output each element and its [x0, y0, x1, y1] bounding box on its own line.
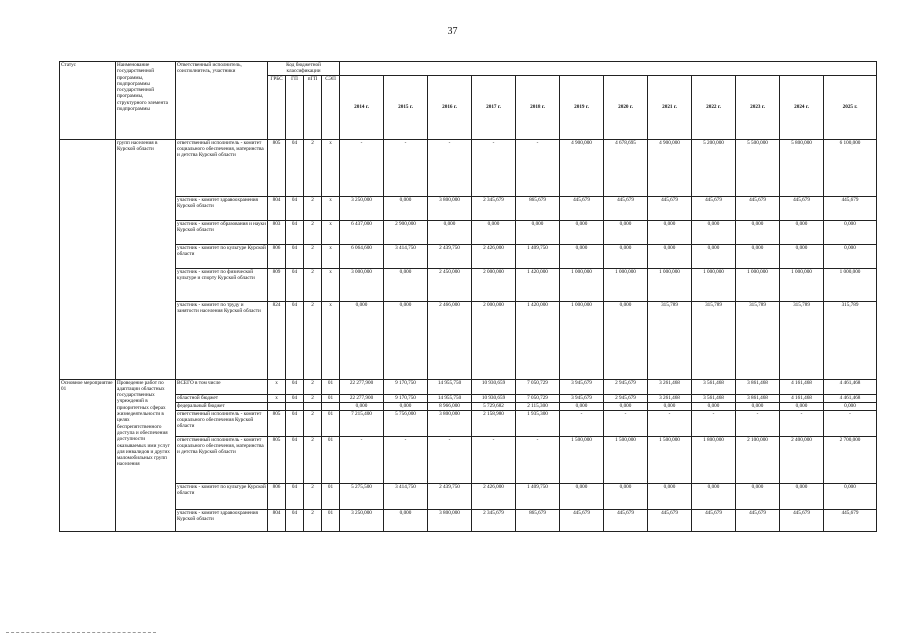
row-value: 2 345,679 — [472, 509, 516, 531]
row-value: 8 966,000 — [428, 402, 472, 410]
row-code: 04 — [286, 410, 304, 436]
row-value: 315,789 — [736, 301, 780, 379]
table-row — [60, 301, 877, 379]
header-code-0: ГРБС — [268, 75, 286, 139]
row-value: 1 000,000 — [736, 268, 780, 301]
row-value: - — [384, 436, 428, 483]
row-executor: ВСЕГО в том числе — [176, 379, 268, 394]
row-code: 04 — [286, 509, 304, 531]
row-code — [268, 402, 286, 410]
row-code: 804 — [268, 509, 286, 531]
row-value: 445,679 — [648, 509, 692, 531]
row-value: 0,000 — [648, 402, 692, 410]
row-value: - — [560, 410, 604, 436]
row-value: 315,789 — [692, 301, 736, 379]
row-value: 445,679 — [780, 196, 824, 220]
table-row — [60, 509, 877, 531]
row-value: 0,000 — [648, 244, 692, 268]
row-value: 3 561,468 — [692, 394, 736, 402]
page-number: 37 — [447, 26, 458, 37]
row-executor: федеральный бюджет — [176, 402, 268, 410]
row-value: 4 161,468 — [780, 379, 824, 394]
row-value: 1 420,000 — [516, 301, 560, 379]
table-row — [60, 196, 877, 220]
row-value: 0,000 — [340, 301, 384, 379]
row-value: 0,000 — [824, 483, 877, 509]
row-value: 2 426,000 — [472, 483, 516, 509]
row-code: х — [322, 220, 340, 244]
header-year-4: 2018 г. — [516, 75, 560, 139]
row-code: х — [322, 268, 340, 301]
row-code: 2 — [304, 410, 322, 436]
row-code: 01 — [322, 483, 340, 509]
row-value: 0,000 — [692, 244, 736, 268]
row-value: - — [384, 139, 428, 196]
row-value: 0,000 — [560, 244, 604, 268]
row-value: 2 439,750 — [428, 483, 472, 509]
row-code: 803 — [268, 220, 286, 244]
block2-name: Проведение работ по адаптации областных государственных учреждений в приоритетных сферах жизнедеятельности в целях беспрепятственного доступа и обеспечения доступности оказываемых ими услуг для инвалидов и других маломобильных групп населения — [116, 379, 176, 531]
row-value: 2 450,000 — [428, 268, 472, 301]
row-value: 3 861,468 — [736, 379, 780, 394]
row-value: 4 461,468 — [824, 394, 877, 402]
header-year-11: 2025 г. — [824, 75, 877, 139]
header-years-group — [340, 62, 877, 76]
row-value: 4 161,468 — [780, 394, 824, 402]
row-code: 04 — [286, 196, 304, 220]
row-value: - — [340, 139, 384, 196]
row-value: 0,000 — [472, 220, 516, 244]
row-value: - — [516, 436, 560, 483]
header-year-1: 2015 г. — [384, 75, 428, 139]
block2-body — [60, 379, 877, 531]
row-code: х — [322, 301, 340, 379]
row-value: 7 050,729 — [516, 394, 560, 402]
row-value: 0,000 — [736, 483, 780, 509]
row-value: - — [692, 410, 736, 436]
row-value: 2 945,679 — [604, 394, 648, 402]
row-value: 445,679 — [692, 196, 736, 220]
row-value: 14 955,750 — [428, 394, 472, 402]
row-code: 01 — [322, 509, 340, 531]
row-code: 824 — [268, 301, 286, 379]
row-value: 0,000 — [824, 220, 877, 244]
row-value: 7 050,729 — [516, 379, 560, 394]
block1-status — [60, 139, 116, 379]
row-value: 2 426,000 — [472, 244, 516, 268]
row-value: 1 000,000 — [560, 301, 604, 379]
header-year-2: 2016 г. — [428, 75, 472, 139]
row-code: 806 — [268, 244, 286, 268]
table-row — [60, 436, 877, 483]
row-value: 2 439,750 — [428, 244, 472, 268]
table-row — [60, 220, 877, 244]
header-budget-code: Код бюджетной классификации — [268, 62, 340, 76]
row-value: 0,000 — [340, 402, 384, 410]
row-value: 0,000 — [604, 220, 648, 244]
row-value: 1 000,000 — [604, 268, 648, 301]
row-value: 445,679 — [560, 509, 604, 531]
row-code — [304, 402, 322, 410]
header-year-5: 2019 г. — [560, 75, 604, 139]
row-code: 2 — [304, 139, 322, 196]
row-code: 806 — [268, 483, 286, 509]
row-value: 0,000 — [824, 244, 877, 268]
row-executor: областной бюджет — [176, 394, 268, 402]
row-value: 445,679 — [604, 196, 648, 220]
row-executor: участник - комитет по культуре Курской области — [176, 483, 268, 509]
row-value: 4 900,000 — [648, 139, 692, 196]
row-value: 0,000 — [692, 483, 736, 509]
row-value: 2 100,000 — [736, 436, 780, 483]
row-value: 0,000 — [780, 244, 824, 268]
row-code — [322, 402, 340, 410]
row-value: 315,789 — [824, 301, 877, 379]
row-executor: участник - комитет по труду и занятости населения Курской области — [176, 301, 268, 379]
row-value: 5 729,682 — [472, 402, 516, 410]
row-value: 1 935,300 — [516, 410, 560, 436]
row-value: 3 561,468 — [692, 379, 736, 394]
row-value: 1 500,000 — [648, 436, 692, 483]
row-value: 2 400,000 — [780, 436, 824, 483]
row-code: х — [322, 196, 340, 220]
row-value: 0,000 — [604, 244, 648, 268]
row-value: 0,000 — [824, 402, 877, 410]
row-value: 5 500,000 — [736, 139, 780, 196]
row-value: 445,679 — [648, 196, 692, 220]
table-row — [60, 244, 877, 268]
row-code: х — [322, 244, 340, 268]
row-value: 2 945,679 — [604, 379, 648, 394]
row-value: 0,000 — [384, 268, 428, 301]
row-value: 2 158,980 — [472, 410, 516, 436]
row-value: 6 437,000 — [340, 220, 384, 244]
row-value: 2 000,000 — [472, 301, 516, 379]
table-row — [60, 402, 877, 410]
header-code-3: СЭП — [322, 75, 340, 139]
row-value: 5 275,500 — [340, 483, 384, 509]
row-code: 2 — [304, 483, 322, 509]
row-value: 0,000 — [648, 220, 692, 244]
row-value: 445,679 — [736, 509, 780, 531]
row-value: 0,000 — [780, 220, 824, 244]
row-value: 2 115,300 — [516, 402, 560, 410]
row-value: 0,000 — [780, 402, 824, 410]
row-code: 2 — [304, 379, 322, 394]
row-value: 1 000,000 — [648, 268, 692, 301]
row-code: 805 — [268, 410, 286, 436]
row-code: 01 — [322, 394, 340, 402]
header-year-6: 2020 г. — [604, 75, 648, 139]
row-value: 1 000,000 — [824, 268, 877, 301]
row-value: 10 930,659 — [472, 379, 516, 394]
row-code: 2 — [304, 509, 322, 531]
table-row — [60, 139, 877, 196]
table-row — [60, 379, 877, 394]
row-value: 1 000,000 — [780, 268, 824, 301]
row-value: 2 466,000 — [428, 301, 472, 379]
row-value: 3 414,750 — [384, 244, 428, 268]
row-value: 10 930,659 — [472, 394, 516, 402]
row-value: 1 800,000 — [692, 436, 736, 483]
row-value: 445,679 — [692, 509, 736, 531]
row-executor: ответственный исполнитель - комитет социального обеспечения Курской области — [176, 410, 268, 436]
row-value: - — [604, 410, 648, 436]
row-value: 9 170,750 — [384, 379, 428, 394]
row-value: - — [824, 410, 877, 436]
row-value: - — [472, 436, 516, 483]
row-code: 01 — [322, 436, 340, 483]
row-value: 3 800,000 — [428, 410, 472, 436]
row-value: 22 277,900 — [340, 394, 384, 402]
row-value: 4 900,000 — [560, 139, 604, 196]
row-value: 865,679 — [516, 509, 560, 531]
row-value: 0,000 — [604, 483, 648, 509]
header-year-9: 2023 г. — [736, 75, 780, 139]
table-row — [60, 410, 877, 436]
row-code: 01 — [322, 410, 340, 436]
row-value: 2 700,000 — [824, 436, 877, 483]
row-value: 0,000 — [692, 402, 736, 410]
row-executor: участник - комитет здравоохранения Курской области — [176, 509, 268, 531]
row-code: 804 — [268, 196, 286, 220]
row-value: 6 100,000 — [824, 139, 877, 196]
row-value: 0,000 — [604, 402, 648, 410]
row-value: 0,000 — [560, 483, 604, 509]
row-value: 5 200,000 — [692, 139, 736, 196]
header-code-1: ГП — [286, 75, 304, 139]
row-value: 0,000 — [516, 220, 560, 244]
row-value: 0,000 — [692, 220, 736, 244]
row-value: 0,000 — [648, 483, 692, 509]
row-value: 3 945,679 — [560, 394, 604, 402]
header-executor: Ответственный исполнитель, соисполнитель, участники — [176, 62, 268, 140]
row-value: 865,679 — [516, 196, 560, 220]
header-status: Статус — [60, 62, 116, 140]
row-value: 1 500,000 — [604, 436, 648, 483]
row-value: - — [736, 410, 780, 436]
row-value: 445,679 — [824, 509, 877, 531]
row-value: 1 409,750 — [516, 244, 560, 268]
row-value: 5 756,000 — [384, 410, 428, 436]
row-executor: участник - комитет по физической культуре и спорту Курской области — [176, 268, 268, 301]
row-value: 0,000 — [428, 220, 472, 244]
table-row — [60, 483, 877, 509]
row-code: х — [268, 394, 286, 402]
row-code: 2 — [304, 196, 322, 220]
row-executor: участник - комитет по культуре Курской области — [176, 244, 268, 268]
row-value: 7 215,400 — [340, 410, 384, 436]
row-value: 445,679 — [736, 196, 780, 220]
row-executor: ответственный исполнитель - комитет социального обеспечения, материнства и детства Курской области — [176, 139, 268, 196]
row-code: 2 — [304, 220, 322, 244]
row-value: 3 250,000 — [340, 509, 384, 531]
row-value: 14 955,750 — [428, 379, 472, 394]
row-value: 5 800,000 — [780, 139, 824, 196]
row-code: 04 — [286, 379, 304, 394]
row-value: 0,000 — [560, 220, 604, 244]
row-code: 805 — [268, 139, 286, 196]
row-code: 04 — [286, 301, 304, 379]
row-value: 9 170,750 — [384, 394, 428, 402]
header-code-2: пГП — [304, 75, 322, 139]
row-code: х — [268, 379, 286, 394]
header-name: Наименование государственной программы, подпрограммы государственной программы, структурного элемента подпрограммы — [116, 62, 176, 140]
row-code: 01 — [322, 379, 340, 394]
row-value: - — [340, 436, 384, 483]
row-value: 22 277,900 — [340, 379, 384, 394]
header-year-0: 2014 г. — [340, 75, 384, 139]
row-value: 445,679 — [824, 196, 877, 220]
row-executor: участник - комитет здравоохранения Курской области — [176, 196, 268, 220]
row-value: 1 000,000 — [692, 268, 736, 301]
table-row — [60, 268, 877, 301]
row-value: 0,000 — [604, 301, 648, 379]
row-code: 2 — [304, 301, 322, 379]
row-value: 2 900,000 — [384, 220, 428, 244]
header-year-7: 2021 г. — [648, 75, 692, 139]
row-value: 1 500,000 — [560, 436, 604, 483]
row-value: 315,789 — [780, 301, 824, 379]
header-year-3: 2017 г. — [472, 75, 516, 139]
row-code: 04 — [286, 394, 304, 402]
row-code: 04 — [286, 436, 304, 483]
row-value: 3 945,679 — [560, 379, 604, 394]
row-value: 4 461,468 — [824, 379, 877, 394]
row-value: - — [472, 139, 516, 196]
row-value: 3 261,468 — [648, 394, 692, 402]
row-value: 2 345,679 — [472, 196, 516, 220]
budget-table — [59, 61, 877, 532]
row-executor: участник - комитет образования и науки Курской области — [176, 220, 268, 244]
row-code: 04 — [286, 220, 304, 244]
page-footer-line — [6, 632, 156, 636]
row-value: 1 420,000 — [516, 268, 560, 301]
row-code: 809 — [268, 268, 286, 301]
row-value: - — [428, 139, 472, 196]
row-value: 0,000 — [384, 402, 428, 410]
row-code: 04 — [286, 483, 304, 509]
row-value: 3 250,000 — [340, 196, 384, 220]
row-value: 3 000,000 — [340, 268, 384, 301]
row-value: 0,000 — [384, 509, 428, 531]
row-value: 0,000 — [560, 402, 604, 410]
row-value: - — [516, 139, 560, 196]
row-value: 1 000,000 — [560, 268, 604, 301]
row-value: 0,000 — [384, 196, 428, 220]
row-value: 0,000 — [384, 301, 428, 379]
row-value: 3 861,468 — [736, 394, 780, 402]
row-code: х — [322, 139, 340, 196]
row-value: 1 409,750 — [516, 483, 560, 509]
row-code: 04 — [286, 268, 304, 301]
row-executor: ответственный исполнитель - комитет социального обеспечения, материнства и детства Курской области — [176, 436, 268, 483]
row-value: 3 261,468 — [648, 379, 692, 394]
row-code: 04 — [286, 244, 304, 268]
row-value: 4 678,695 — [604, 139, 648, 196]
row-value: 445,679 — [560, 196, 604, 220]
row-value: 3 414,750 — [384, 483, 428, 509]
row-value: - — [648, 410, 692, 436]
row-code: 2 — [304, 268, 322, 301]
row-code: 2 — [304, 394, 322, 402]
row-value: 3 800,000 — [428, 509, 472, 531]
row-code: 2 — [304, 436, 322, 483]
row-value: 2 000,000 — [472, 268, 516, 301]
block2-status: Основное мероприятие 01 — [60, 379, 116, 531]
row-value: - — [428, 436, 472, 483]
block1-body — [60, 139, 877, 379]
row-code: 805 — [268, 436, 286, 483]
table-row — [60, 394, 877, 402]
row-value: 0,000 — [736, 402, 780, 410]
row-value: 6 064,600 — [340, 244, 384, 268]
row-code — [286, 402, 304, 410]
row-value: 3 800,000 — [428, 196, 472, 220]
row-code: 04 — [286, 139, 304, 196]
header-year-8: 2022 г. — [692, 75, 736, 139]
row-code: 2 — [304, 244, 322, 268]
row-value: 315,789 — [648, 301, 692, 379]
block1-name: групп населения в Курской области — [116, 139, 176, 379]
row-value: 0,000 — [736, 244, 780, 268]
row-value: 0,000 — [736, 220, 780, 244]
header-year-10: 2024 г. — [780, 75, 824, 139]
row-value: 0,000 — [780, 483, 824, 509]
row-value: 445,679 — [604, 509, 648, 531]
row-value: 445,679 — [780, 509, 824, 531]
row-value: - — [780, 410, 824, 436]
